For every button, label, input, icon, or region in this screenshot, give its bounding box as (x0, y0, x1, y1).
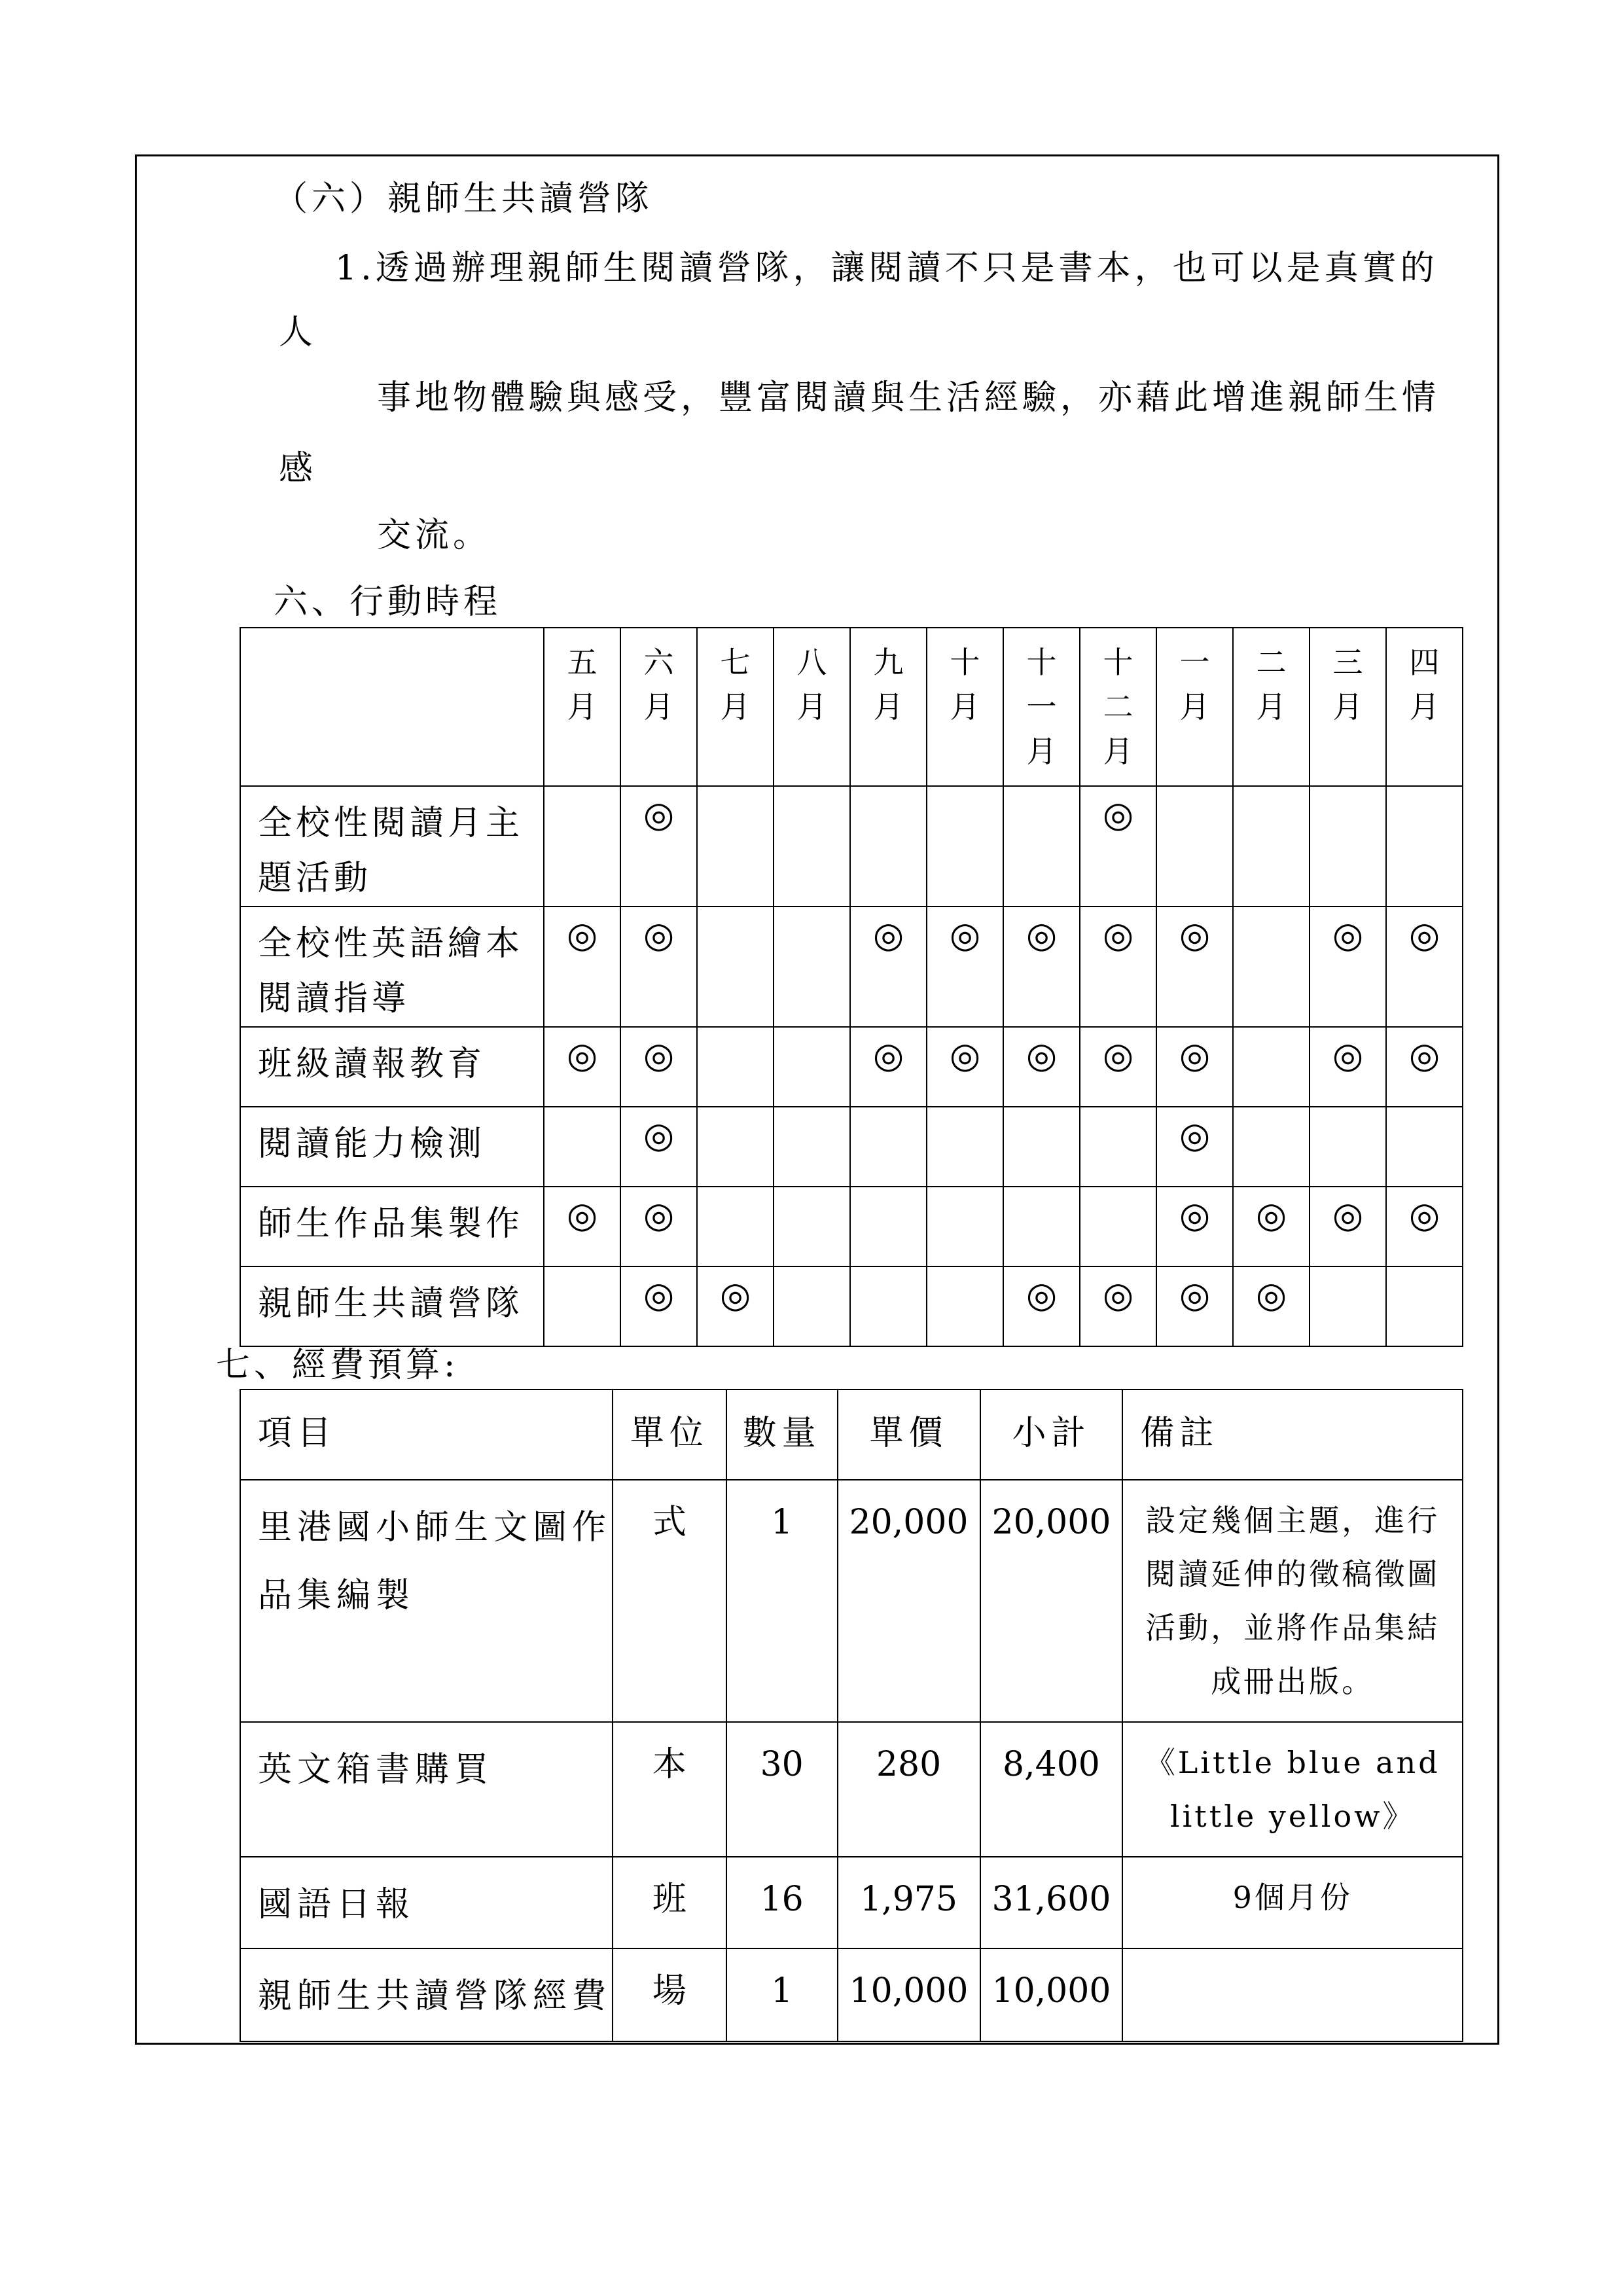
scheduled-mark-icon: ◎ (1102, 1274, 1134, 1316)
budget-unit: 場 (613, 1948, 726, 2041)
scheduled-mark-icon: ◎ (949, 1035, 981, 1076)
scheduled-mark-icon: ◎ (1408, 1035, 1440, 1076)
budget-unit: 本 (613, 1722, 726, 1857)
budget-table (240, 1389, 1463, 2042)
schedule-cell (1310, 1027, 1386, 1107)
schedule-cell (697, 906, 774, 1027)
schedule-cell (1003, 1027, 1080, 1107)
schedule-cell (544, 1027, 620, 1107)
schedule-cell (697, 1266, 774, 1346)
activity-label: 全校性英語繪本閱讀指導 (240, 906, 544, 1027)
month-char: 二 (1256, 645, 1287, 680)
month-header (1156, 628, 1233, 786)
schedule-cell (1003, 1107, 1080, 1187)
month-char: 月 (873, 689, 904, 725)
scheduled-mark-icon: ◎ (872, 914, 904, 956)
paragraph-line: 人 (279, 313, 317, 352)
schedule-cell (1386, 906, 1463, 1027)
schedule-cell (850, 906, 927, 1027)
scheduled-mark-icon: ◎ (1332, 1194, 1364, 1236)
schedule-cell (927, 1107, 1003, 1187)
schedule-cell (1386, 1027, 1463, 1107)
month-header (1003, 628, 1080, 786)
paragraph-line: 1.透過辦理親師生閱讀營隊，讓閱讀不只是書本，也可以是真實的 (335, 249, 1438, 288)
month-char: 八 (796, 645, 827, 680)
schedule-cell (1156, 1187, 1233, 1266)
budget-quantity: 16 (726, 1857, 838, 1948)
schedule-cell (774, 1027, 850, 1107)
scheduled-mark-icon: ◎ (1332, 1035, 1364, 1076)
budget-header-cell: 備註 (1122, 1390, 1463, 1480)
scheduled-mark-icon: ◎ (643, 914, 675, 956)
scheduled-mark-icon: ◎ (643, 794, 675, 835)
budget-unit: 式 (613, 1480, 726, 1722)
schedule-cell (544, 1266, 620, 1346)
schedule-cell (697, 1187, 774, 1266)
budget-unit-price: 280 (838, 1722, 980, 1857)
scheduled-mark-icon: ◎ (1102, 914, 1134, 956)
scheduled-mark-icon: ◎ (566, 1035, 598, 1076)
scheduled-mark-icon: ◎ (566, 914, 598, 956)
month-char: 四 (1409, 645, 1440, 680)
paragraph-line: 交流。 (377, 516, 491, 555)
schedule-cell (774, 1187, 850, 1266)
month-char: 月 (567, 689, 597, 725)
schedule-cell (774, 906, 850, 1027)
activity-label: 班級讀報教育 (240, 1027, 544, 1107)
schedule-cell (774, 1266, 850, 1346)
budget-quantity: 1 (726, 1480, 838, 1722)
budget-header-cell: 項目 (240, 1390, 613, 1480)
budget-subtotal: 10,000 (980, 1948, 1123, 2041)
schedule-cell (697, 786, 774, 906)
month-header (1386, 628, 1463, 786)
scheduled-mark-icon: ◎ (1026, 914, 1058, 956)
budget-unit-price: 1,975 (838, 1857, 980, 1948)
schedule-cell (1233, 1266, 1310, 1346)
activity-label: 全校性閱讀月主題活動 (240, 786, 544, 906)
budget-item: 英文箱書購買 (240, 1722, 613, 1857)
month-char: 六 (643, 645, 674, 680)
schedule-cell (620, 1027, 697, 1107)
schedule-cell (1080, 1187, 1156, 1266)
month-char: 七 (720, 645, 751, 680)
schedule-cell (697, 1107, 774, 1187)
schedule-cell (1233, 906, 1310, 1027)
budget-header-cell: 小計 (980, 1390, 1123, 1480)
month-header (927, 628, 1003, 786)
budget-item: 國語日報 (240, 1857, 613, 1948)
scheduled-mark-icon: ◎ (719, 1274, 751, 1316)
schedule-cell (927, 1027, 1003, 1107)
schedule-cell (927, 906, 1003, 1027)
schedule-cell (1386, 1266, 1463, 1346)
schedule-cell (620, 1107, 697, 1187)
budget-header-cell: 單位 (613, 1390, 726, 1480)
month-header (774, 628, 850, 786)
schedule-cell (1156, 906, 1233, 1027)
schedule-cell (1080, 906, 1156, 1027)
schedule-cell (1310, 1187, 1386, 1266)
schedule-table (240, 627, 1463, 1347)
budget-note: 設定幾個主題，進行閱讀延伸的徵稿徵圖活動，並將作品集結成冊出版。 (1122, 1480, 1463, 1722)
scheduled-mark-icon: ◎ (643, 1035, 675, 1076)
schedule-cell (1386, 1107, 1463, 1187)
scheduled-mark-icon: ◎ (566, 1194, 598, 1236)
schedule-cell (1080, 1266, 1156, 1346)
scheduled-mark-icon: ◎ (1255, 1274, 1287, 1316)
schedule-cell (1233, 786, 1310, 906)
budget-unit-price: 20,000 (838, 1480, 980, 1722)
schedule-cell (850, 1107, 927, 1187)
schedule-cell (1003, 1266, 1080, 1346)
scheduled-mark-icon: ◎ (1102, 794, 1134, 835)
schedule-cell (1080, 786, 1156, 906)
month-char: 月 (1332, 689, 1363, 725)
budget-note: 《Little blue and little yellow》 (1122, 1722, 1463, 1857)
budget-header-cell: 數量 (726, 1390, 838, 1480)
schedule-cell (1080, 1107, 1156, 1187)
schedule-cell (1003, 786, 1080, 906)
schedule-cell (927, 786, 1003, 906)
budget-item: 親師生共讀營隊經費 (240, 1948, 613, 2041)
month-char: 十 (1103, 645, 1133, 680)
month-header (1233, 628, 1310, 786)
activity-label: 閱讀能力檢測 (240, 1107, 544, 1187)
schedule-cell (697, 1027, 774, 1107)
schedule-cell (1386, 786, 1463, 906)
schedule-cell (544, 1107, 620, 1187)
schedule-cell (1233, 1187, 1310, 1266)
month-header (620, 628, 697, 786)
month-char: 二 (1103, 689, 1133, 725)
activity-label: 親師生共讀營隊 (240, 1266, 544, 1346)
schedule-cell (1080, 1027, 1156, 1107)
schedule-cell (1233, 1027, 1310, 1107)
schedule-cell (850, 1266, 927, 1346)
month-char: 月 (1179, 689, 1210, 725)
scheduled-mark-icon: ◎ (949, 914, 981, 956)
budget-header-cell: 單價 (838, 1390, 980, 1480)
month-header (1080, 628, 1156, 786)
schedule-cell (1156, 786, 1233, 906)
scheduled-mark-icon: ◎ (1332, 914, 1364, 956)
schedule-cell (544, 1187, 620, 1266)
schedule-title: 六、行動時程 (274, 583, 502, 622)
schedule-cell (850, 1027, 927, 1107)
schedule-cell (774, 1107, 850, 1187)
scheduled-mark-icon: ◎ (872, 1035, 904, 1076)
scheduled-mark-icon: ◎ (1102, 1035, 1134, 1076)
budget-item: 里港國小師生文圖作品集編製 (240, 1480, 613, 1722)
month-header (697, 628, 774, 786)
schedule-cell (620, 906, 697, 1027)
schedule-cell (1310, 1107, 1386, 1187)
schedule-cell (1310, 1266, 1386, 1346)
month-char: 月 (720, 689, 751, 725)
section-heading: （六）親師生共讀營隊 (274, 179, 654, 219)
budget-unit: 班 (613, 1857, 726, 1948)
scheduled-mark-icon: ◎ (1179, 1274, 1211, 1316)
scheduled-mark-icon: ◎ (1179, 1115, 1211, 1156)
month-char: 月 (643, 689, 674, 725)
schedule-cell (1156, 1266, 1233, 1346)
schedule-cell (1310, 906, 1386, 1027)
budget-subtotal: 20,000 (980, 1480, 1123, 1722)
scheduled-mark-icon: ◎ (1255, 1194, 1287, 1236)
month-header (850, 628, 927, 786)
schedule-cell (620, 1266, 697, 1346)
month-header (1310, 628, 1386, 786)
scheduled-mark-icon: ◎ (1026, 1035, 1058, 1076)
scheduled-mark-icon: ◎ (1408, 1194, 1440, 1236)
month-char: 月 (1026, 734, 1057, 769)
month-char: 月 (1409, 689, 1440, 725)
month-char: 月 (1256, 689, 1287, 725)
month-char: 三 (1332, 645, 1363, 680)
schedule-cell (927, 1266, 1003, 1346)
schedule-cell (620, 1187, 697, 1266)
month-char: 月 (950, 689, 980, 725)
month-char: 十 (1026, 645, 1057, 680)
month-char: 一 (1026, 689, 1057, 725)
scheduled-mark-icon: ◎ (643, 1194, 675, 1236)
scheduled-mark-icon: ◎ (1026, 1274, 1058, 1316)
scheduled-mark-icon: ◎ (1179, 1035, 1211, 1076)
budget-note (1122, 1948, 1463, 2041)
month-char: 五 (567, 645, 597, 680)
month-char: 九 (873, 645, 904, 680)
schedule-cell (1003, 1187, 1080, 1266)
paragraph-line: 感 (279, 449, 317, 488)
schedule-cell (1310, 786, 1386, 906)
month-char: 月 (1103, 734, 1133, 769)
schedule-cell (1156, 1107, 1233, 1187)
month-char: 十 (950, 645, 980, 680)
month-char: 月 (796, 689, 827, 725)
schedule-cell (927, 1187, 1003, 1266)
budget-subtotal: 31,600 (980, 1857, 1123, 1948)
paragraph-line: 事地物體驗與感受，豐富閱讀與生活經驗，亦藉此增進親師生情 (377, 378, 1440, 418)
activity-label: 師生作品集製作 (240, 1187, 544, 1266)
scheduled-mark-icon: ◎ (643, 1115, 675, 1156)
schedule-cell (544, 786, 620, 906)
schedule-cell (1003, 906, 1080, 1027)
scheduled-mark-icon: ◎ (1179, 914, 1211, 956)
budget-unit-price: 10,000 (838, 1948, 980, 2041)
schedule-cell (850, 786, 927, 906)
month-char: 一 (1179, 645, 1210, 680)
scheduled-mark-icon: ◎ (1179, 1194, 1211, 1236)
schedule-cell (620, 786, 697, 906)
schedule-corner-cell (240, 628, 544, 786)
budget-note: 9個月份 (1122, 1857, 1463, 1948)
scheduled-mark-icon: ◎ (643, 1274, 675, 1316)
scheduled-mark-icon: ◎ (1408, 914, 1440, 956)
schedule-cell (1233, 1107, 1310, 1187)
schedule-cell (774, 786, 850, 906)
schedule-cell (850, 1187, 927, 1266)
schedule-cell (1386, 1187, 1463, 1266)
budget-quantity: 1 (726, 1948, 838, 2041)
budget-quantity: 30 (726, 1722, 838, 1857)
month-header (544, 628, 620, 786)
budget-title: 七、經費預算: (216, 1346, 459, 1385)
schedule-cell (544, 906, 620, 1027)
schedule-cell (1156, 1027, 1233, 1107)
budget-subtotal: 8,400 (980, 1722, 1123, 1857)
